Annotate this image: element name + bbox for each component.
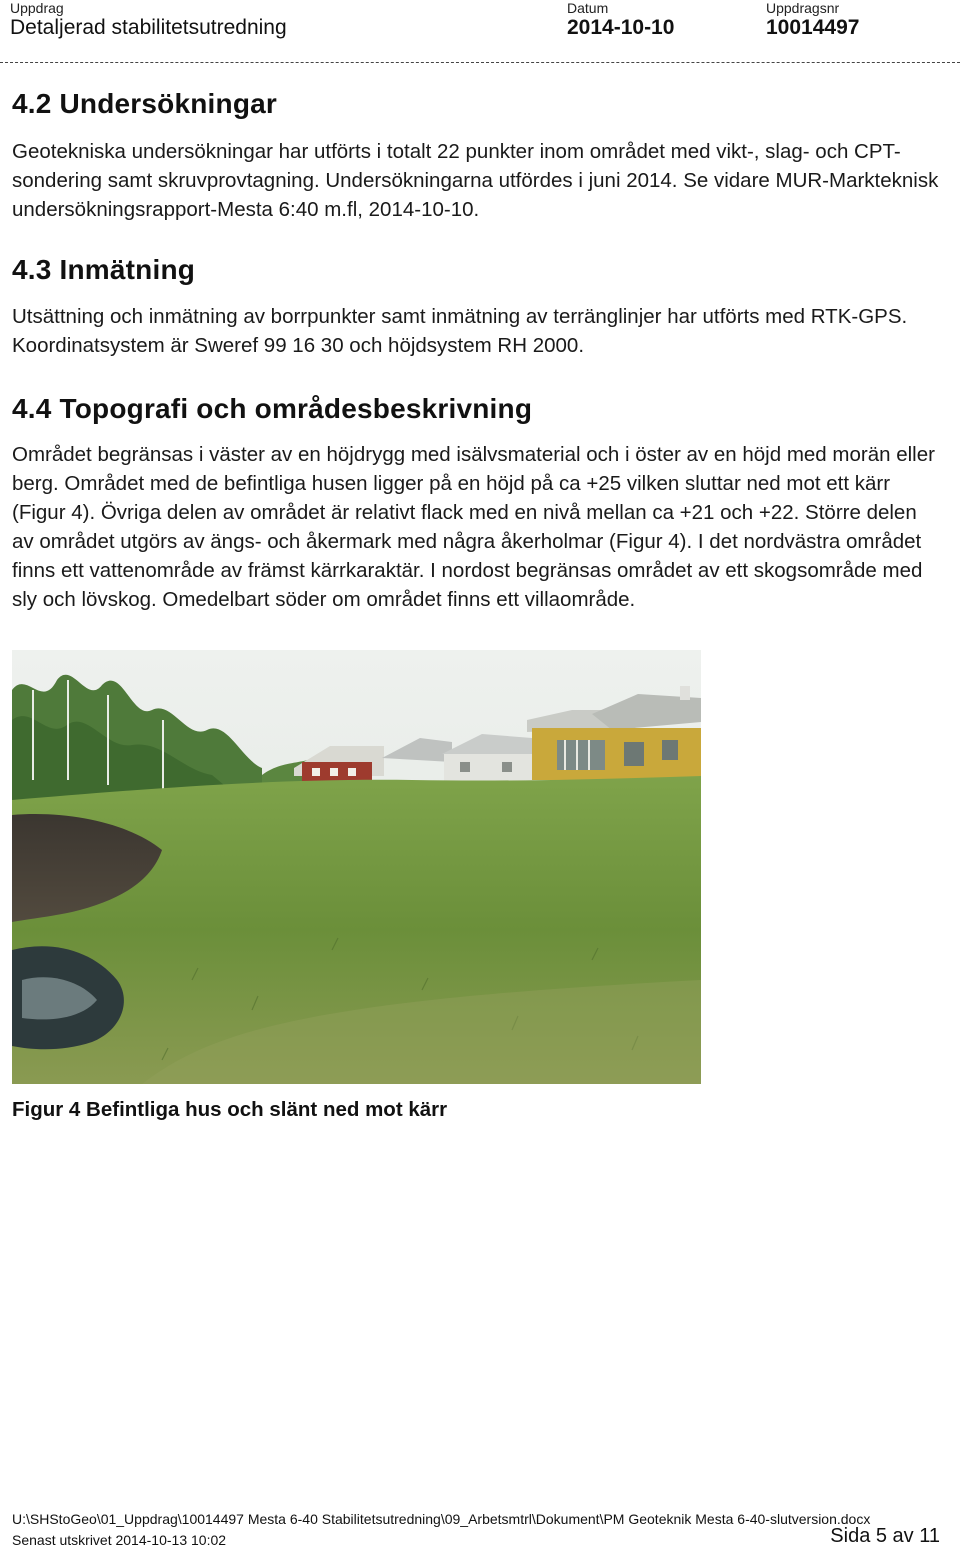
section-heading-inmatning: 4.3 Inmätning — [12, 254, 196, 285]
datum-value: 2014-10-10 — [567, 16, 675, 39]
section-heading-topografi: 4.4 Topografi och områdesbeskrivning — [12, 393, 533, 424]
uppdragsnr-value: 10014497 — [766, 16, 860, 39]
uppdragsnr-label: Uppdragsnr — [766, 0, 840, 16]
header-divider — [0, 62, 960, 63]
section-body-topografi: Området begränsas i väster av en höjdrygg med isälvsmaterial och i öster av en höjd med morän eller berg. Området med de befintliga husen ligger på en höjd på ca +25 vilken sluttar ned mot ett kärr (Figur 4). Övriga delen av området är relativt flack med en nivå mellan ca +21 och +22. Större delen av området utgörs av ängs- och åkermark med några åkerholmar (Figur 4). I det nordvästra området finns ett vattenområde av främst kärrkaraktär. I nordost begränsas området av ett skogsområde med sly och lövskog. Omedelbart söder om området finns ett villaområde. — [12, 443, 935, 611]
footer-file-path: U:\SHStoGeo\01_Uppdrag\10014497 Mesta 6-40 Stabilitetsutredning\09_Arbetsmtrl\Dokument\PM Geoteknik Mesta 6-40-slutversion.docx — [12, 1511, 871, 1527]
footer-printed-date: Senast utskrivet 2014-10-13 10:02 — [12, 1532, 227, 1548]
figure-caption: Figur 4 Befintliga hus och slänt ned mot kärr — [12, 1098, 448, 1121]
datum-label: Datum — [567, 0, 609, 16]
landscape-photo — [12, 650, 701, 1084]
section-body-undersokningar: Geotekniska undersökningar har utförts i totalt 22 punkter inom området med vikt-, slag- och CPT-sondering samt skruvprovtagning. Undersökningarna utfördes i juni 2014. Se vidare MUR-Markteknisk undersökningsrapport-Mesta 6:40 m.fl, 2014-10-10. — [12, 140, 939, 221]
section-heading-undersokningar: 4.2 Undersökningar — [12, 88, 278, 119]
uppdrag-value: Detaljerad stabilitetsutredning — [10, 16, 287, 39]
section-body-inmatning: Utsättning och inmätning av borrpunkter samt inmätning av terränglinjer har utförts med RTK-GPS. Koordinatsystem är Sweref 99 16 30 och höjdsystem RH 2000. — [12, 305, 908, 357]
uppdrag-label: Uppdrag — [10, 0, 64, 16]
page-number: Sida 5 av 11 — [830, 1525, 940, 1547]
